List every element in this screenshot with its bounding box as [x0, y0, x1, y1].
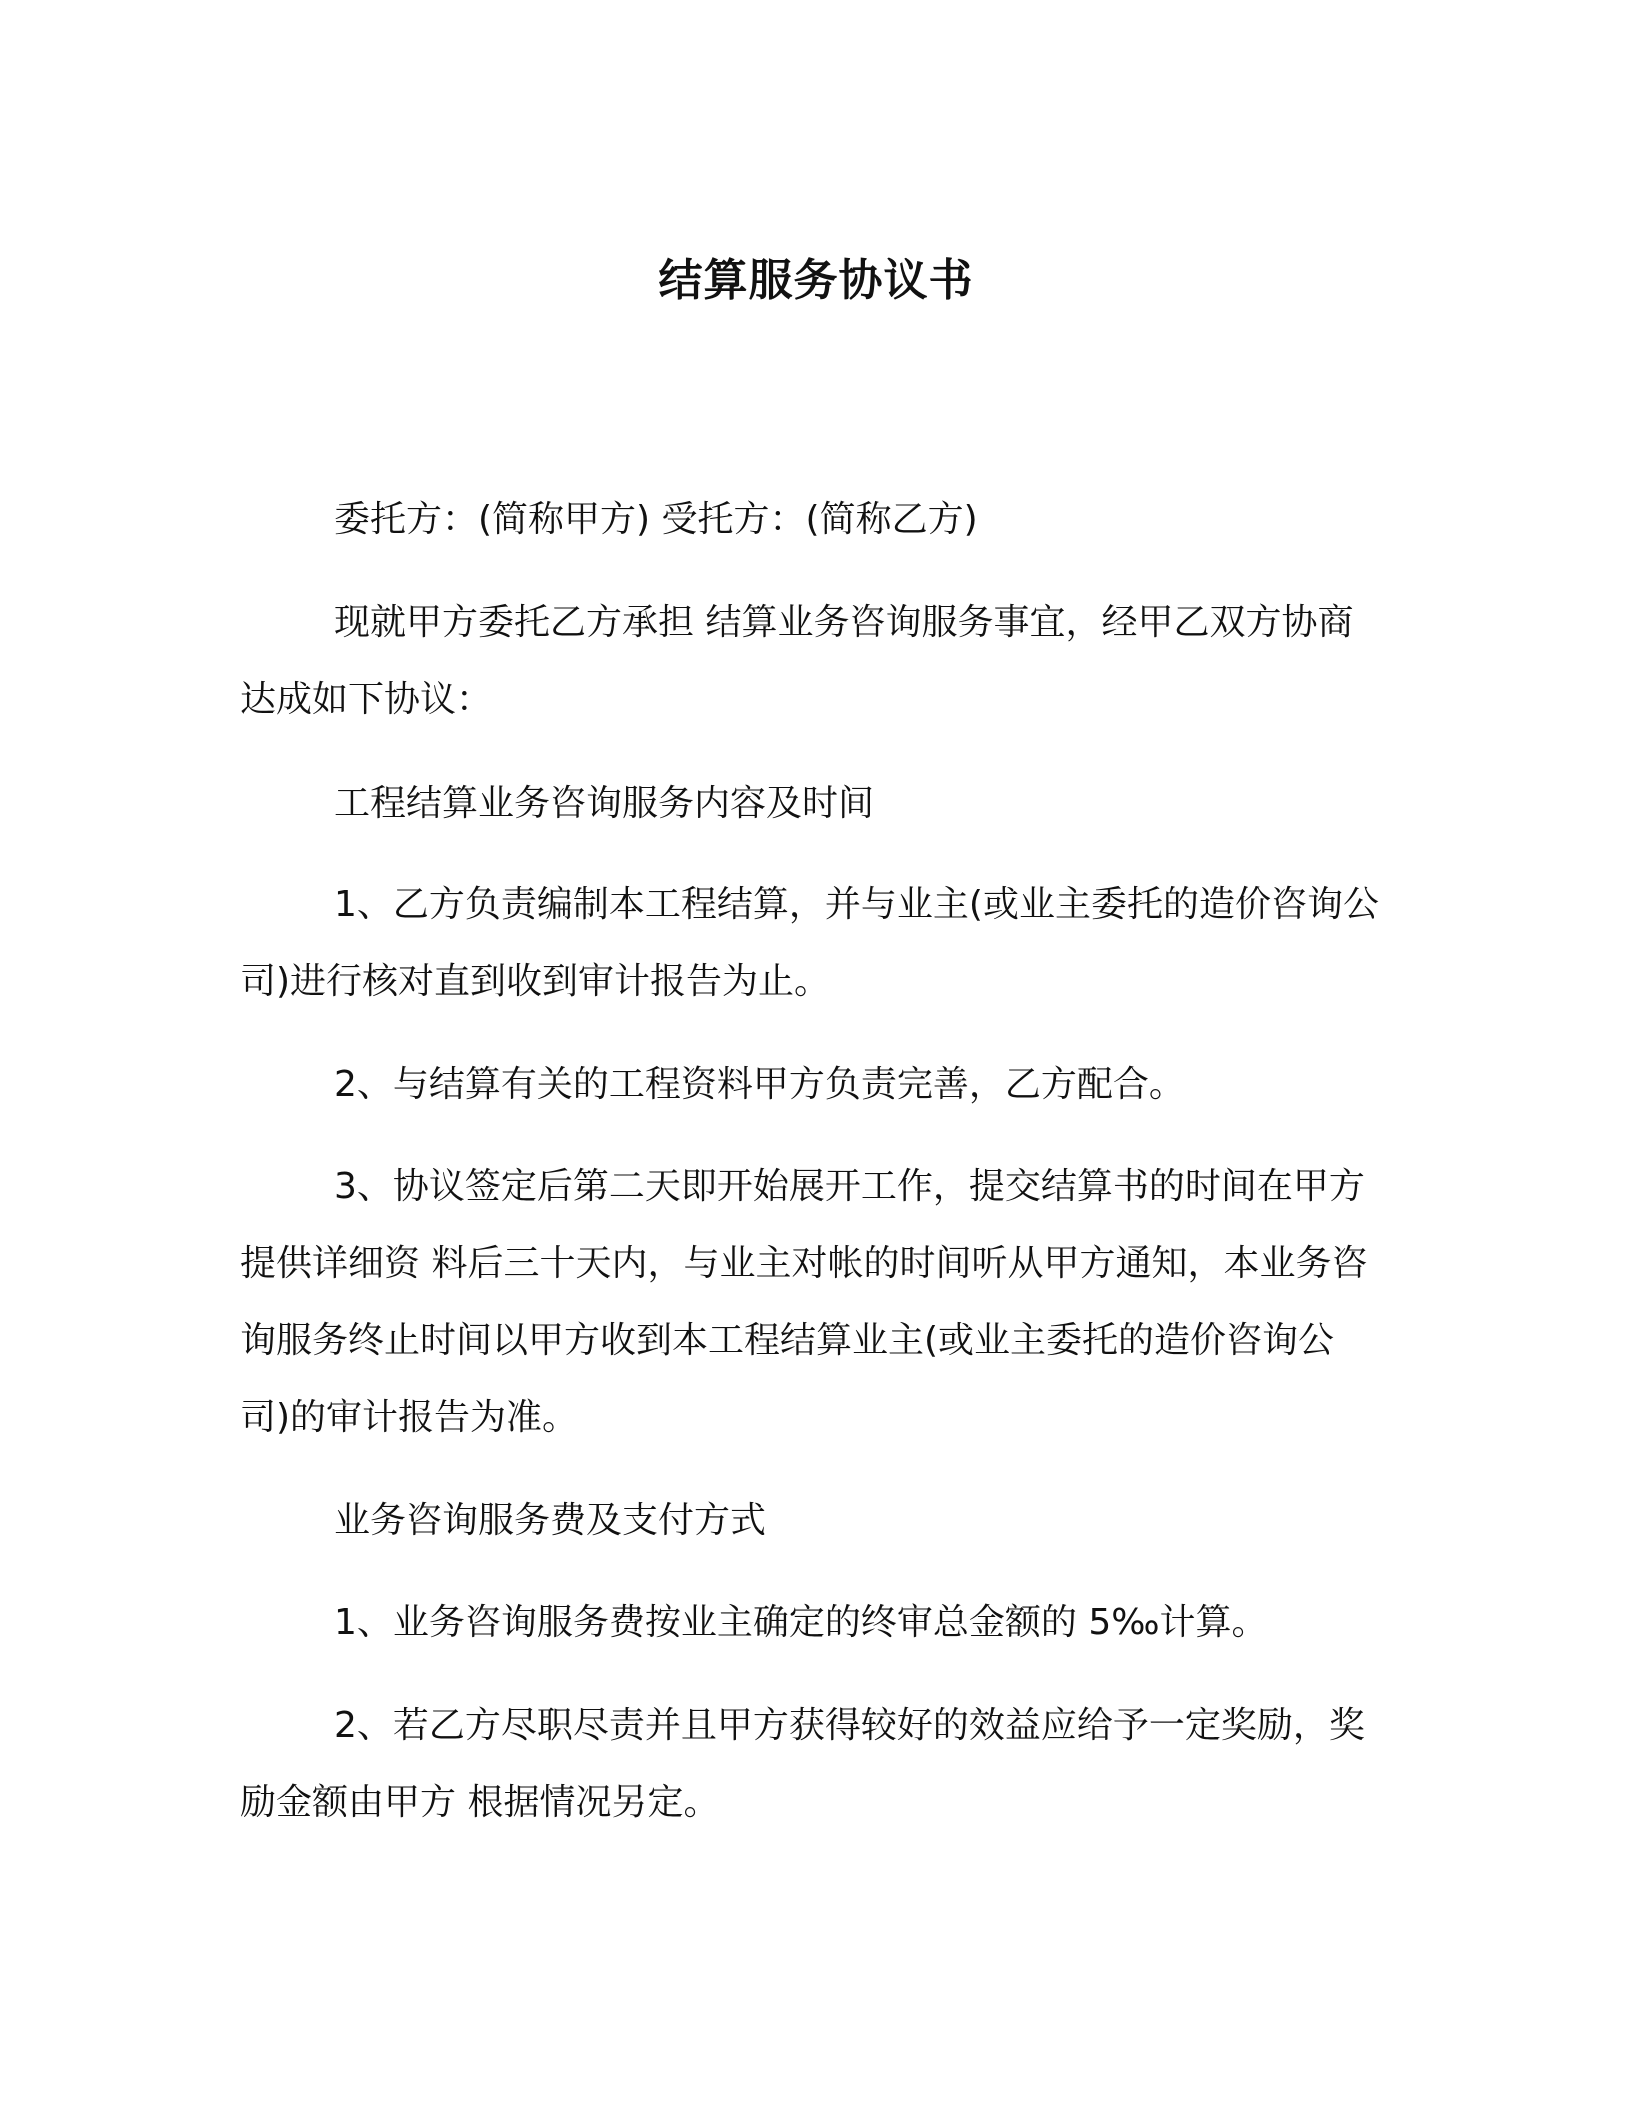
- fee-clause-1-paragraph: 1、业务咨询服务费按业主确定的终审总金额的 5‰计算。: [334, 1602, 1268, 1643]
- section-heading-service-content: 工程结算业务咨询服务内容及时间: [334, 783, 875, 824]
- document-title: 结算服务协议书: [658, 255, 974, 307]
- clause-1-paragraph: 1、乙方负责编制本工程结算，并与业主(或业主委托的造价咨询公司)进行核对直到收到审计报告为止。: [240, 884, 1379, 1002]
- clause-2-paragraph: 2、与结算有关的工程资料甲方负责完善，乙方配合。: [334, 1064, 1185, 1105]
- clause-3-paragraph: 3、协议签定后第二天即开始展开工作，提交结算书的时间在甲方提供详细资 料后三十天内，与业主对帐的时间听从甲方通知，本业务咨询服务终止时间以甲方收到本工程结算业主(或业主委托的造价咨询公司)的审计报告为准。: [240, 1166, 1368, 1438]
- intro-paragraph: 现就甲方委托乙方承担 结算业务咨询服务事宜，经甲乙双方协商达成如下协议：: [240, 602, 1354, 720]
- fee-clause-2-paragraph: 2、若乙方尽职尽责并且甲方获得较好的效益应给予一定奖励，奖励金额由甲方 根据情况另定。: [240, 1705, 1365, 1823]
- section-heading-fees: 业务咨询服务费及支付方式: [334, 1500, 767, 1541]
- parties-paragraph: 委托方：(简称甲方) 受托方：(简称乙方): [334, 499, 978, 540]
